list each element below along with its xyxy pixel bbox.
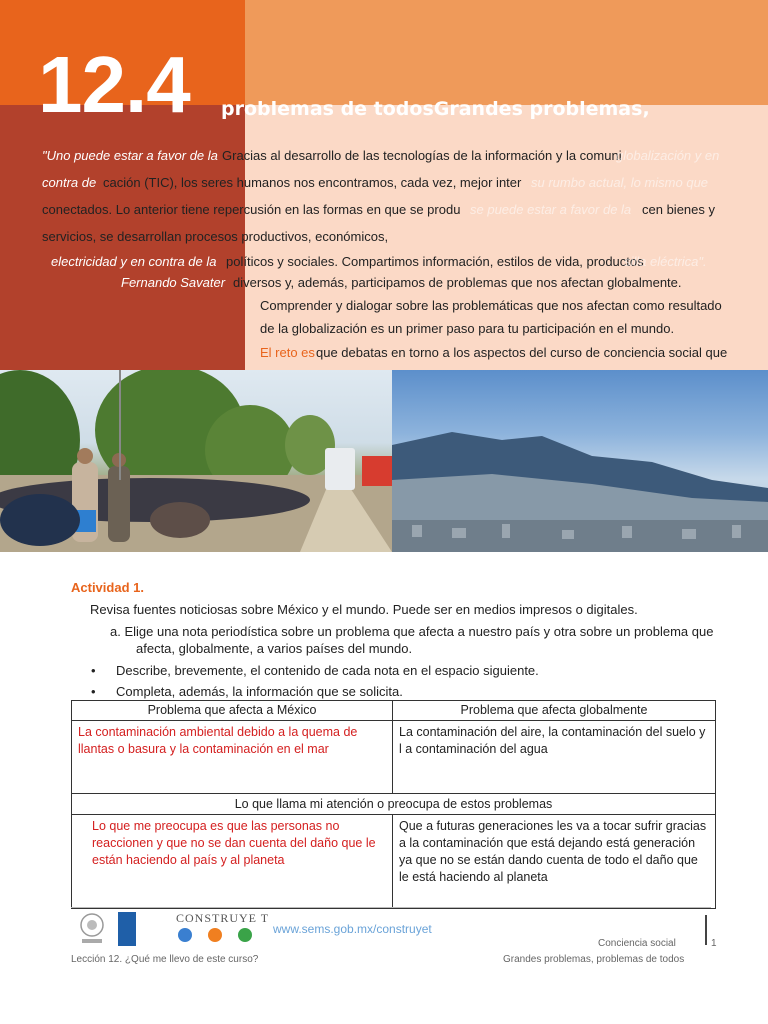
quote-author: Fernando Savater (121, 275, 226, 290)
pollution-landscape-photo (392, 370, 768, 552)
footer-lesson-label: Lección 12. ¿Qué me llevo de este curso? (71, 954, 259, 965)
global-problem-answer[interactable]: La contaminación del aire, la contaminación del suelo y l a contaminación del agua (393, 721, 716, 794)
intro-line-9: que debatas en torno a los aspectos del curso de conciencia social que (316, 345, 728, 360)
intro-line-6: diversos y, además, participamos de problemas que nos afectan globalmente. (233, 275, 682, 290)
challenge-label: El reto es (260, 345, 315, 360)
migrants-photo (0, 370, 392, 552)
intro-line-4: servicios, se desarrollan procesos productivos, económicos, (42, 229, 389, 244)
activity-bullet-1: Describe, brevemente, el contenido de cada nota en el espacio siguiente. (116, 663, 539, 678)
intro-line-7: Comprender y dialogar sobre las problemáticas que nos afectan como resultado (260, 298, 722, 313)
mexico-problem-answer[interactable]: La contaminación ambiental debido a la quema de llantas o basura y la contaminación en el mar (72, 721, 393, 794)
footer-rule (71, 907, 711, 908)
table-section-header: Lo que llama mi atención o preocupa de estos problemas (72, 794, 716, 815)
overlap-line-5: silla eléctrica". (624, 254, 707, 269)
lesson-number: 12.4 (38, 40, 190, 129)
table-header-global: Problema que afecta globalmente (393, 701, 716, 721)
relaciona-t-icon (208, 928, 222, 942)
intro-line-5: políticos y sociales. Compartimos información, estilos de vida, productos (226, 254, 644, 269)
bullet-dot-1: • (91, 663, 96, 678)
overlap-line-3: se puede estar a favor de la (470, 202, 632, 217)
quote-line-1: "Uno puede estar a favor de la (42, 148, 218, 163)
pnud-logo-icon (118, 912, 136, 946)
intro-line-3-end: cen bienes y (642, 202, 715, 217)
footer-divider (705, 915, 707, 945)
sep-seal-icon (78, 912, 106, 946)
overlap-line-1: globalización y en (616, 148, 720, 163)
page-number: 1 (711, 938, 717, 949)
activity-intro: Revisa fuentes noticiosas sobre México y el mundo. Puede ser en medios impresos o digitales. (90, 602, 638, 617)
conoce-t-icon (178, 928, 192, 942)
header-peach-block (245, 0, 768, 105)
elige-t-icon (238, 928, 252, 942)
footer-subject: Conciencia social (598, 938, 676, 949)
activity-bullet-2: Completa, además, la información que se solicita. (116, 684, 403, 699)
quote-line-5: electricidad y en contra de la (51, 254, 217, 269)
intro-line-1: Gracias al desarrollo de las tecnologías de la información y la comuni (222, 148, 622, 163)
mexico-concern-answer[interactable]: Lo que me preocupa es que las personas no reaccionen y que no se dan cuenta del daño que le están haciendo al país y al planeta (72, 815, 393, 909)
intro-line-8: de la globalización es un primer paso para tu participación en el mundo. (260, 321, 675, 336)
overlap-line-2: su rumbo actual, lo mismo que (531, 175, 709, 190)
table-header-mexico: Problema que afecta a México (72, 701, 393, 721)
activity-title: Actividad 1. (71, 580, 144, 595)
activity-item-a-line-1: a. Elige una nota periodística sobre un problema que afecta a nuestro país y otra sobre un problema que (110, 624, 714, 639)
intro-line-2: cación (TIC), los seres humanos nos encontramos, cada vez, mejor inter (103, 175, 522, 190)
construye-brand: CONSTRUYE T (176, 911, 270, 925)
intro-line-3: conectados. Lo anterior tiene repercusión en las formas en que se produ (42, 202, 461, 217)
bullet-dot-2: • (91, 684, 96, 699)
construyet-link[interactable]: www.sems.gob.mx/construyet (273, 922, 432, 936)
problems-table (71, 700, 716, 909)
lesson-title: problemas de todosGrandes problemas, (221, 98, 650, 120)
global-concern-answer[interactable]: Que a futuras generaciones les va a tocar sufrir gracias a la contaminación que está dejando está generación ya que no se están dando cuenta de todo el daño que le está haciendo al planeta (393, 815, 716, 909)
footer-section-label: Grandes problemas, problemas de todos (503, 954, 685, 965)
activity-item-a-line-2: afecta, globalmente, a varios países del mundo. (136, 641, 413, 656)
quote-line-2: contra de (42, 175, 97, 190)
